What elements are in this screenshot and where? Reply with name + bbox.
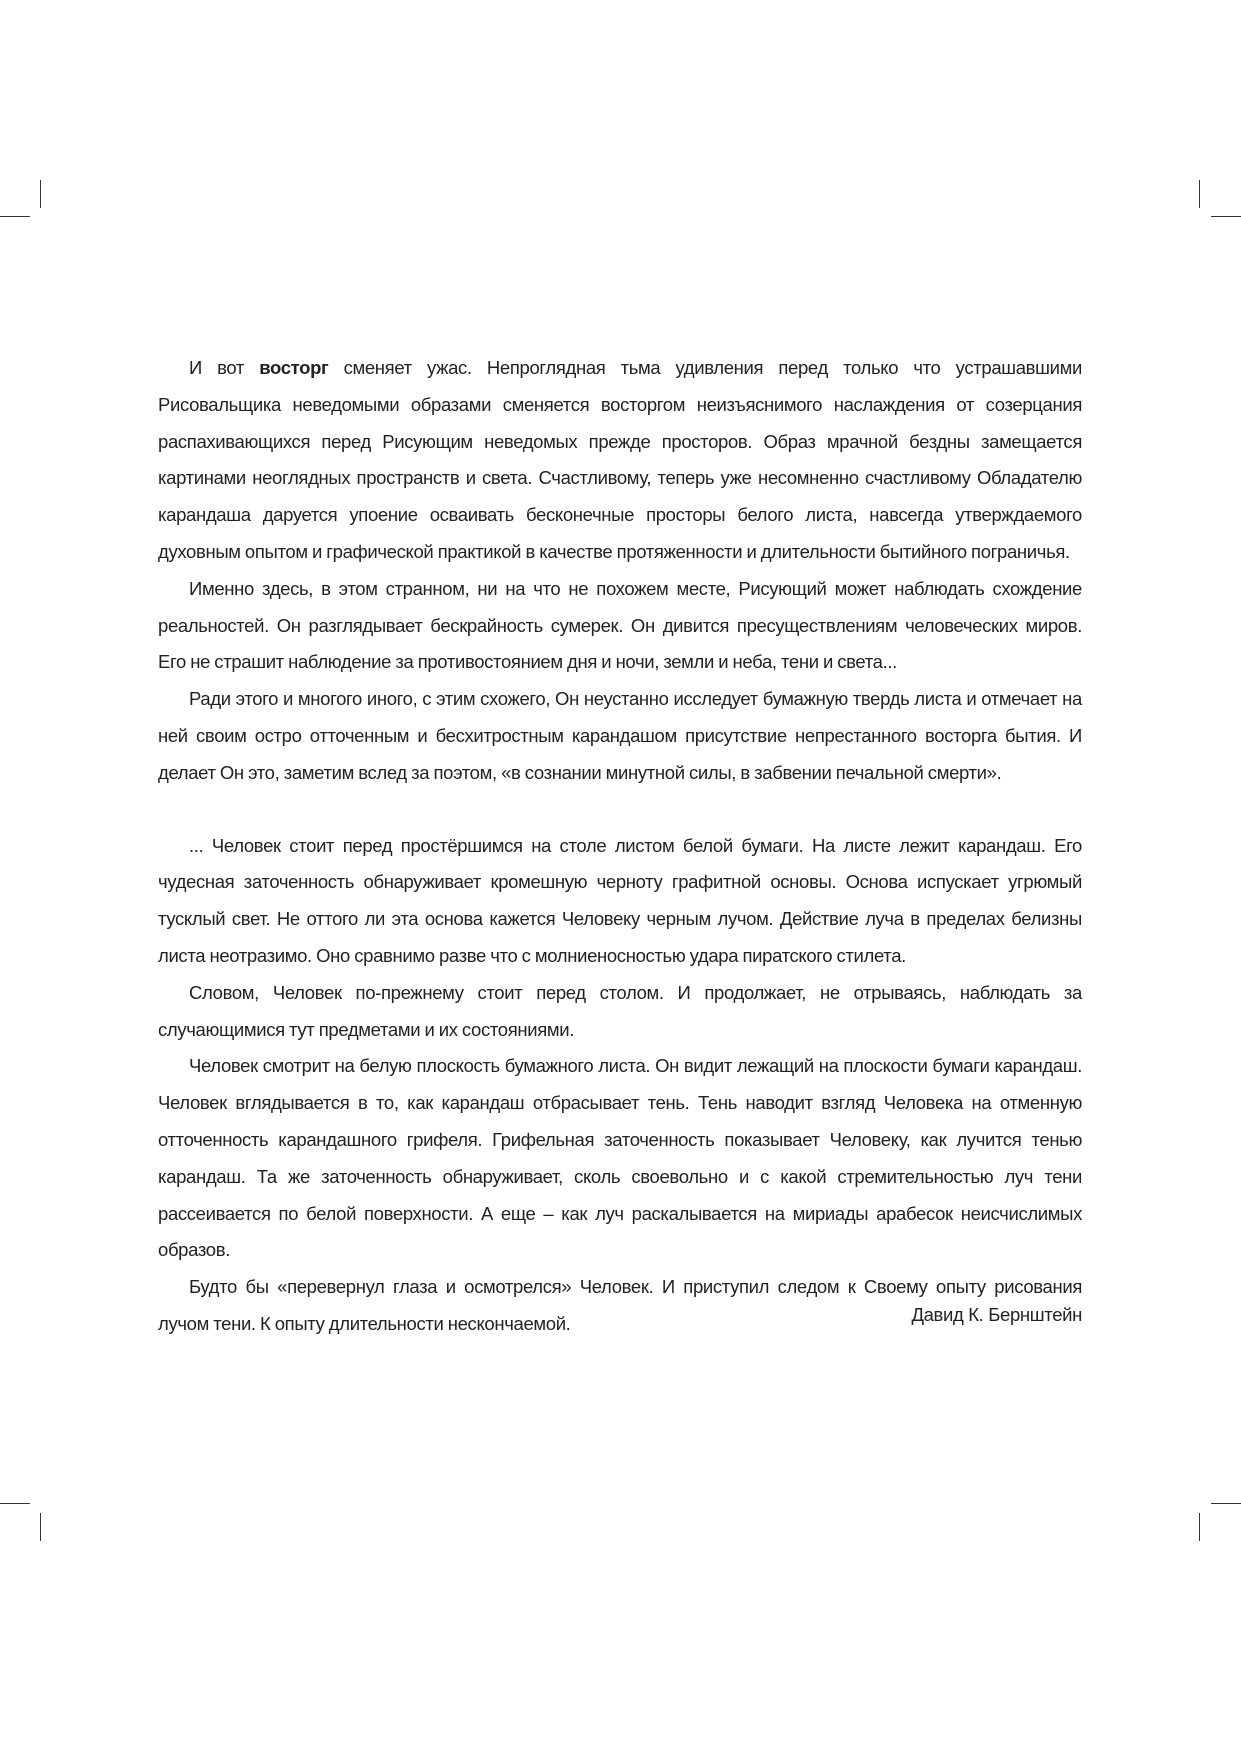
author-signature: Давид К. Бернштейн [911,1304,1082,1325]
paragraph-1-start: И вот [189,357,260,378]
crop-mark-top-left-vertical [40,180,41,208]
crop-mark-top-right-vertical [1199,180,1200,208]
crop-mark-bottom-right-vertical [1199,1513,1200,1541]
section-gap [158,792,1082,828]
crop-mark-top-right-horizontal [1211,216,1241,217]
crop-mark-top-left-horizontal [0,216,30,217]
paragraph-7: Будто бы «перевернул глаза и осмотрелся» Человек. И приступил следом к Своему опыту рисования лучом тени. К опыту длительности нескончаемой. [158,1276,1082,1334]
paragraph-4: ... Человек стоит перед простёршимся на столе листом белой бумаги. На листе лежит карандаш. Его чудесная заточенность обнаруживает кромешную черноту графитной основы. Основа испускает угрюмый тусклый свет. Не оттого ли эта основа кажется Человеку черным лучом. Действие луча в пределах белизны листа неотразимо. Оно сравнимо разве что с молниеносностью удара пиратского стилета. [158,834,1082,966]
body-text [158,350,1082,1343]
bold-word-vostorg: восторг [259,357,329,378]
paragraph-1-rest: сменяет ужас. Непроглядная тьма удивления перед только что устрашавшими Рисовальщика неведомыми образами сменяется восторгом неизъяснимого наслаждения от созерцания распахивающихся перед Рисующим неведомых прежде просторов. Образ мрачной бездны замещается картинами неоглядных пространств и света. Счастливому, теперь уже несомненно счастливому Обладателю карандаша даруется упоение осваивать бесконечные просторы белого листа, навсегда утверждаемого духовным опытом и графической практикой в качестве протяженности и длительности бытийного пограничья. [158,357,1082,562]
crop-mark-bottom-right-horizontal [1211,1503,1241,1504]
paragraph-5: Словом, Человек по-прежнему стоит перед столом. И продолжает, не отрываясь, наблюдать за случающимися тут предметами и их состояниями. [158,981,1082,1040]
paragraph-3: Ради этого и многого иного, с этим схожего, Он неустанно исследует бумажную твердь листа и отмечает на ней своим остро отточенным и бесхитростным карандашом присутствие непрестанного восторга бытия. И делает Он это, заметим вслед за поэтом, «в сознании минутной силы, в забвении печальной смерти». [158,688,1082,783]
crop-mark-bottom-left-horizontal [0,1503,30,1504]
crop-mark-bottom-left-vertical [40,1513,41,1541]
paragraph-2: Именно здесь, в этом странном, ни на что не похожем месте, Рисующий может наблюдать схождение реальностей. Он разглядывает бескрайность сумерек. Он дивится пресуществлениям человеческих миров. Его не страшит наблюдение за противостоянием дня и ночи, земли и неба, тени и света... [158,577,1082,673]
paragraph-6: Человек смотрит на белую плоскость бумажного листа. Он видит лежащий на плоскости бумаги карандаш. Человек вглядывается в то, как карандаш отбрасывает тень. Тень наводит взгляд Человека на отменную отточенность карандашного грифеля. Грифельная заточенность показывает Человеку, как лучится тенью карандаш. Та же заточенность обнаруживает, сколь своевольно и с какой стремительностью луч тени рассеивается по белой поверхности. А еще – как луч раскалывается на мириады арабесок неисчислимых образов. [158,1055,1082,1261]
paragraph-1 [158,350,1082,571]
